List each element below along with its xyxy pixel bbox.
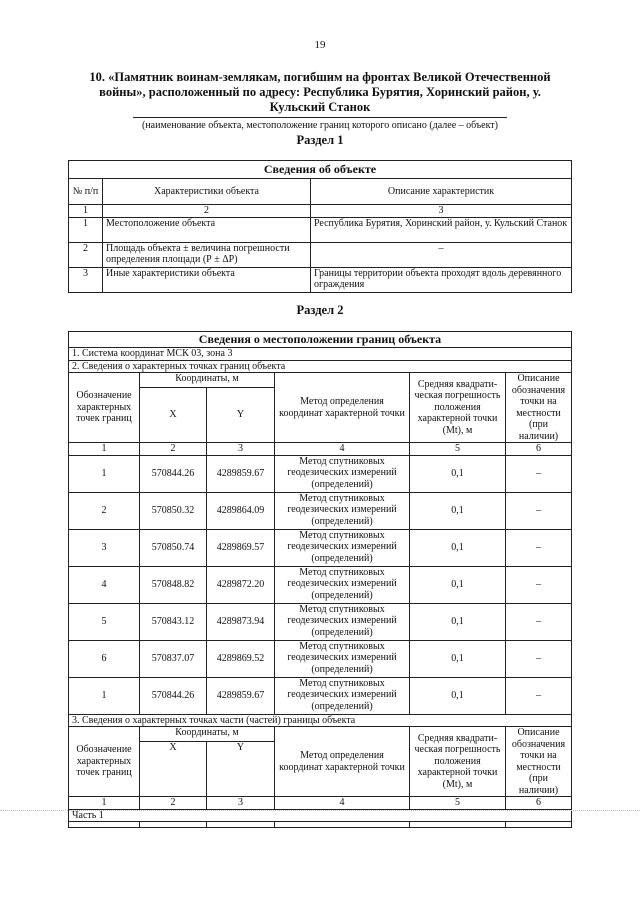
row-characteristic: Площадь объекта ± величина погрешности определения площади (Р ± ΔР) [103, 242, 311, 267]
part-label: Часть 1 [69, 809, 572, 822]
title-note: (наименование объекта, местоположение границ которого описано (далее – объект) [141, 120, 499, 131]
empty-cell [69, 822, 140, 828]
point-error: 0,1 [410, 455, 506, 492]
index-cell: 5 [410, 797, 506, 810]
point-method: Метод спутниковых геодезических измерений (определений) [275, 566, 410, 603]
point-x: 570844.26 [140, 677, 207, 714]
index-cell: 4 [275, 443, 410, 456]
col-header-y: Y [207, 388, 275, 443]
point-description: – [506, 566, 572, 603]
point-description: – [506, 677, 572, 714]
index-cell: 1 [69, 443, 140, 456]
section-2-heading: Раздел 2 [296, 303, 344, 317]
table-title: Сведения об объекте [69, 161, 572, 179]
row-number: 2 [69, 242, 103, 267]
object-info-table [68, 160, 572, 293]
point-method: Метод спутниковых геодезических измерений (определений) [275, 677, 410, 714]
row-description: Границы территории объекта проходят вдоль деревянного ограждения [311, 267, 572, 292]
col-header-x: X [140, 742, 207, 797]
table-row [69, 217, 572, 242]
point-error: 0,1 [410, 603, 506, 640]
point-x: 570843.12 [140, 603, 207, 640]
point-number: 1 [69, 677, 140, 714]
index-cell: 6 [506, 443, 572, 456]
empty-cell [207, 822, 275, 828]
col-header-coords: Координаты, м [140, 373, 275, 388]
point-y: 4289859.67 [207, 677, 275, 714]
point-x: 570844.26 [140, 455, 207, 492]
empty-cell [140, 822, 207, 828]
col-header-desc: Описание обозначения точки на местности (при наличии) [506, 373, 572, 443]
point-y: 4289872.20 [207, 566, 275, 603]
point-description: – [506, 640, 572, 677]
point-x: 570848.82 [140, 566, 207, 603]
point-description: – [506, 529, 572, 566]
boundary-table [68, 331, 572, 828]
point-method: Метод спутниковых геодезических измерений (определений) [275, 529, 410, 566]
table-row [69, 242, 572, 267]
col-header-number: № п/п [69, 179, 103, 205]
point-number: 1 [69, 455, 140, 492]
scan-artifact-line [0, 810, 640, 811]
col-header-point: Обозначение характерных точек границ [69, 727, 140, 797]
point-y: 4289873.94 [207, 603, 275, 640]
table-row [69, 603, 572, 640]
index-cell: 1 [69, 797, 140, 810]
index-cell: 3 [207, 797, 275, 810]
col-header-method: Метод определения координат характерной точки [275, 373, 410, 443]
point-y: 4289859.67 [207, 455, 275, 492]
row-number: 3 [69, 267, 103, 292]
point-error: 0,1 [410, 566, 506, 603]
col-header-x: X [140, 388, 207, 443]
point-method: Метод спутниковых геодезических измерений (определений) [275, 492, 410, 529]
index-cell: 3 [207, 443, 275, 456]
col-header-method: Метод определения координат характерной точки [275, 727, 410, 797]
point-x: 570837.07 [140, 640, 207, 677]
point-description: – [506, 603, 572, 640]
points-section-title: 2. Сведения о характерных точках границ объекта [69, 360, 572, 373]
point-method: Метод спутниковых геодезических измерений (определений) [275, 640, 410, 677]
table-row [69, 677, 572, 714]
index-cell: 6 [506, 797, 572, 810]
table-row [69, 492, 572, 529]
row-number: 1 [69, 217, 103, 242]
point-x: 570850.74 [140, 529, 207, 566]
row-description: – [311, 242, 572, 267]
parts-section-title: 3. Сведения о характерных точках части (частей) границы объекта [69, 714, 572, 727]
document-title: 10. «Памятник воинам-землякам, погибшим на фронтах Великой Отечественной войны», расположенный по адресу: Республика Бурятия, Хоринский район, у. Кульский Станок [89, 70, 551, 114]
title-underline [133, 117, 507, 118]
point-number: 2 [69, 492, 140, 529]
point-method: Метод спутниковых геодезических измерений (определений) [275, 603, 410, 640]
index-cell: 2 [140, 797, 207, 810]
table-row [69, 566, 572, 603]
row-characteristic: Местоположение объекта [103, 217, 311, 242]
table-row [69, 640, 572, 677]
index-cell: 2 [140, 443, 207, 456]
point-y: 4289869.52 [207, 640, 275, 677]
row-characteristic: Иные характеристики объекта [103, 267, 311, 292]
index-cell: 3 [311, 205, 572, 218]
col-header-error: Средняя квадрати-ческая погрешность положения характерной точки (Mt), м [410, 727, 506, 797]
point-description: – [506, 492, 572, 529]
row-description: Республика Бурятия, Хоринский район, у. Кульский Станок [311, 217, 572, 242]
col-header-description: Описание характеристик [311, 179, 572, 205]
point-x: 570850.32 [140, 492, 207, 529]
index-cell: 2 [103, 205, 311, 218]
empty-cell [410, 822, 506, 828]
point-error: 0,1 [410, 492, 506, 529]
col-header-characteristic: Характеристики объекта [103, 179, 311, 205]
point-y: 4289864.09 [207, 492, 275, 529]
section-1-heading: Раздел 1 [296, 133, 344, 147]
coord-system-row: 1. Система координат МСК 03, зона 3 [69, 348, 572, 361]
point-method: Метод спутниковых геодезических измерений (определений) [275, 455, 410, 492]
point-error: 0,1 [410, 677, 506, 714]
point-number: 5 [69, 603, 140, 640]
page-number: 19 [314, 39, 326, 51]
col-header-error: Средняя квадрати-ческая погрешность положения характерной точки (Mt), м [410, 373, 506, 443]
col-header-point: Обозначение характерных точек границ [69, 373, 140, 443]
index-cell: 5 [410, 443, 506, 456]
point-error: 0,1 [410, 529, 506, 566]
point-number: 4 [69, 566, 140, 603]
empty-cell [506, 822, 572, 828]
empty-cell [275, 822, 410, 828]
point-error: 0,1 [410, 640, 506, 677]
index-cell: 1 [69, 205, 103, 218]
col-header-coords: Координаты, м [140, 727, 275, 742]
point-number: 3 [69, 529, 140, 566]
point-y: 4289869.57 [207, 529, 275, 566]
table-row [69, 529, 572, 566]
table-row [69, 455, 572, 492]
point-number: 6 [69, 640, 140, 677]
col-header-desc: Описание обозначения точки на местности (при наличии) [506, 727, 572, 797]
point-description: – [506, 455, 572, 492]
table-row [69, 822, 572, 828]
index-cell: 4 [275, 797, 410, 810]
table-row [69, 267, 572, 292]
col-header-y: Y [207, 742, 275, 797]
table-title: Сведения о местоположении границ объекта [69, 332, 572, 348]
